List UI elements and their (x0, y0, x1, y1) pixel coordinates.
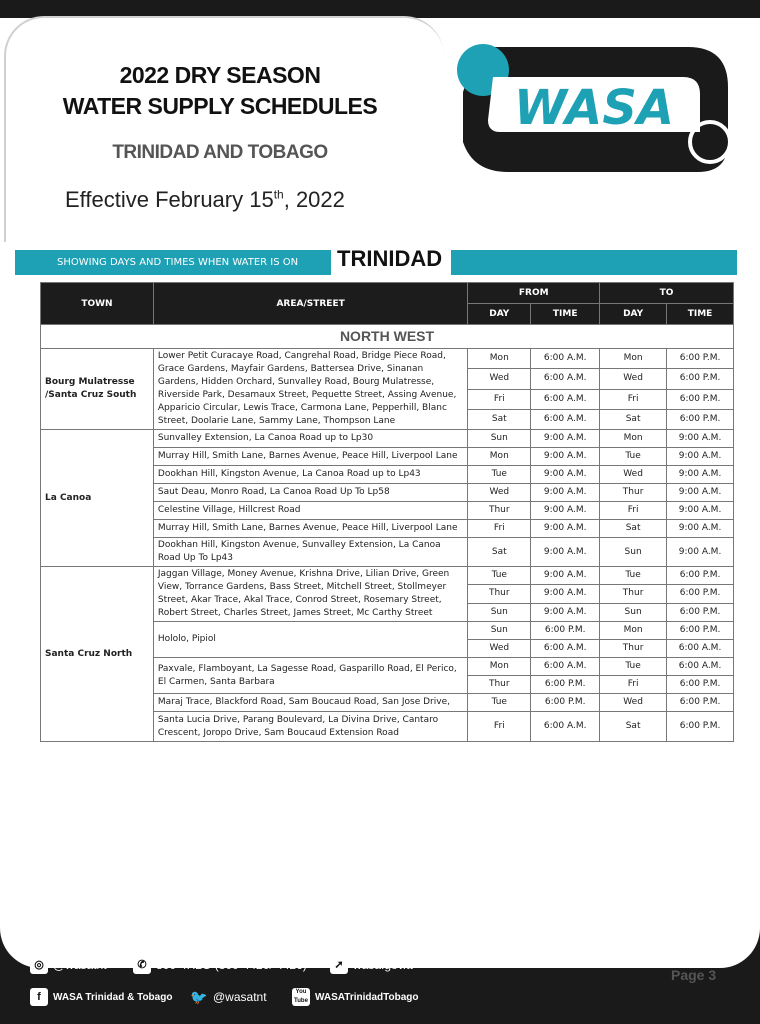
header-to-time: TIME (667, 304, 734, 325)
to-day-cell: Thur (600, 640, 667, 658)
from-day-cell: Thur (468, 502, 531, 520)
title-line-2: WATER SUPPLY SCHEDULES (62, 93, 378, 119)
area-cell: Murray Hill, Smith Lane, Barnes Avenue, Peace Hill, Liverpool Lane (153, 448, 467, 466)
from-day-cell: Fri (468, 712, 531, 742)
from-time-cell: 9:00 A.M. (531, 484, 600, 502)
footer-twitter[interactable]: 🐦 @wasatnt (190, 989, 267, 1005)
town-cell: La Canoa (41, 430, 154, 567)
to-time-cell: 6:00 A.M. (667, 640, 734, 658)
region-banner (15, 246, 737, 275)
to-time-cell: 6:00 P.M. (667, 676, 734, 694)
instagram-icon: ◎ (30, 956, 48, 974)
area-cell: Santa Lucia Drive, Parang Boulevard, La Divina Drive, Cantaro Crescent, Joropo Drive, Sam Boucaud Extension Road (153, 712, 467, 742)
from-time-cell: 9:00 A.M. (531, 430, 600, 448)
to-time-cell: 6:00 P.M. (667, 585, 734, 603)
from-day-cell: Mon (468, 658, 531, 676)
table-row (41, 349, 734, 369)
header-area: AREA/STREET (153, 283, 467, 325)
to-day-cell: Wed (600, 369, 667, 389)
to-time-cell: 6:00 P.M. (667, 694, 734, 712)
from-time-cell: 9:00 A.M. (531, 520, 600, 538)
from-time-cell: 9:00 A.M. (531, 585, 600, 603)
to-day-cell: Mon (600, 349, 667, 369)
banner-note: SHOWING DAYS AND TIMES WHEN WATER IS ON (15, 250, 331, 275)
to-day-cell: Wed (600, 694, 667, 712)
to-day-cell: Tue (600, 658, 667, 676)
from-day-cell: Wed (468, 369, 531, 389)
table-row (41, 567, 734, 585)
banner-region: TRINIDAD (337, 246, 443, 271)
area-cell: Celestine Village, Hillcrest Road (153, 502, 467, 520)
header-from-day: DAY (468, 304, 531, 325)
from-day-cell: Mon (468, 448, 531, 466)
from-time-cell: 6:00 A.M. (531, 349, 600, 369)
from-time-cell: 9:00 A.M. (531, 448, 600, 466)
to-time-cell: 6:00 P.M. (667, 603, 734, 621)
from-day-cell: Mon (468, 349, 531, 369)
to-day-cell: Sun (600, 538, 667, 567)
from-day-cell: Wed (468, 640, 531, 658)
area-cell: Hololo, Pipiol (153, 622, 467, 658)
from-day-cell: Sun (468, 603, 531, 621)
from-time-cell: 6:00 A.M. (531, 712, 600, 742)
to-day-cell: Wed (600, 466, 667, 484)
from-day-cell: Wed (468, 484, 531, 502)
footer-youtube[interactable]: You Tube WASATrinidadTobago (292, 988, 419, 1006)
title-line-1: 2022 DRY SEASON (119, 62, 321, 88)
from-day-cell: Thur (468, 585, 531, 603)
to-day-cell: Tue (600, 448, 667, 466)
phone-icon: ✆ (133, 956, 151, 974)
area-cell: Jaggan Village, Money Avenue, Krishna Drive, Lilian Drive, Green View, Torrance Gardens, Bass Street, Mitchell Street, Stollmeyer Street, Akar Trace, Akal Trace, Conrod Street, Rosemary Street, Robert Street, Charles Street, James Street, Mc Carthy Street (153, 567, 467, 622)
footer-website[interactable]: ➚ wasa.gov.tt (330, 956, 413, 974)
facebook-icon: f (30, 988, 48, 1006)
to-day-cell: Tue (600, 567, 667, 585)
to-day-cell: Mon (600, 430, 667, 448)
to-time-cell: 6:00 P.M. (667, 712, 734, 742)
from-day-cell: Tue (468, 567, 531, 585)
banner-bar (451, 250, 737, 275)
header-from: FROM (468, 283, 600, 304)
from-time-cell: 6:00 A.M. (531, 658, 600, 676)
section-title: NORTH WEST (41, 325, 734, 349)
area-cell: Dookhan Hill, Kingston Avenue, La Canoa Road up to Lp43 (153, 466, 467, 484)
town-cell: Santa Cruz North (41, 567, 154, 742)
to-time-cell: 9:00 A.M. (667, 466, 734, 484)
schedule-table (40, 282, 734, 742)
to-day-cell: Sat (600, 409, 667, 429)
to-day-cell: Fri (600, 676, 667, 694)
area-cell: Sunvalley Extension, La Canoa Road up to Lp30 (153, 430, 467, 448)
to-day-cell: Mon (600, 622, 667, 640)
to-time-cell: 9:00 A.M. (667, 520, 734, 538)
cursor-icon: ➚ (330, 956, 348, 974)
from-day-cell: Tue (468, 466, 531, 484)
to-time-cell: 6:00 P.M. (667, 389, 734, 409)
to-day-cell: Fri (600, 389, 667, 409)
from-day-cell: Sun (468, 430, 531, 448)
to-day-cell: Thur (600, 585, 667, 603)
footer-phone[interactable]: ✆ 800-4H2O (800-4420/ 4426) (133, 956, 307, 974)
area-cell: Maraj Trace, Blackford Road, Sam Boucaud Road, San Jose Drive, (153, 694, 467, 712)
page-number: Page 3 (671, 967, 717, 983)
from-day-cell: Thur (468, 676, 531, 694)
from-time-cell: 9:00 A.M. (531, 567, 600, 585)
to-time-cell: 6:00 P.M. (667, 369, 734, 389)
area-cell: Saut Deau, Monro Road, La Canoa Road Up To Lp58 (153, 484, 467, 502)
to-time-cell: 6:00 P.M. (667, 567, 734, 585)
to-day-cell: Fri (600, 502, 667, 520)
from-day-cell: Sun (468, 622, 531, 640)
to-day-cell: Sat (600, 520, 667, 538)
from-day-cell: Fri (468, 520, 531, 538)
from-time-cell: 6:00 A.M. (531, 640, 600, 658)
effective-date: Effective February 15th, 2022 (65, 187, 345, 212)
to-day-cell: Sun (600, 603, 667, 621)
logo-text: WASA (513, 80, 675, 136)
from-time-cell: 9:00 A.M. (531, 603, 600, 621)
header-to-day: DAY (600, 304, 667, 325)
youtube-icon: You Tube (292, 988, 310, 1006)
to-time-cell: 9:00 A.M. (667, 538, 734, 567)
to-time-cell: 6:00 P.M. (667, 349, 734, 369)
footer-instagram[interactable]: ◎ @wasatnt (30, 956, 107, 974)
from-day-cell: Sat (468, 538, 531, 567)
area-cell: Paxvale, Flamboyant, La Sagesse Road, Gasparillo Road, El Perico, El Carmen, Santa Barbara (153, 658, 467, 694)
area-cell: Murray Hill, Smith Lane, Barnes Avenue, Peace Hill, Liverpool Lane (153, 520, 467, 538)
area-cell: Lower Petit Curacaye Road, Cangrehal Road, Bridge Piece Road, Grace Gardens, Mayfair Gardens, Battersea Drive, Sinanan Gardens, Hidden Orchard, Sunvalley Road, Bourg Mulatresse, Riverside Park, Desamaux Street, Pequette Street, Assing Avenue, Apparicio Circular, Lewis Trace, Carmona Lane, Pepperhill, Blanc Street, Doolarie Lane, Sammy Lane, Thompson Lane (153, 349, 467, 430)
from-time-cell: 6:00 P.M. (531, 622, 600, 640)
to-day-cell: Sat (600, 712, 667, 742)
to-time-cell: 6:00 P.M. (667, 622, 734, 640)
to-time-cell: 6:00 A.M. (667, 658, 734, 676)
header-from-time: TIME (531, 304, 600, 325)
town-cell: Bourg Mulatresse /Santa Cruz South (41, 349, 154, 430)
to-time-cell: 9:00 A.M. (667, 502, 734, 520)
to-time-cell: 9:00 A.M. (667, 484, 734, 502)
footer-facebook[interactable]: f WASA Trinidad & Tobago (30, 988, 172, 1006)
from-time-cell: 6:00 P.M. (531, 676, 600, 694)
from-day-cell: Tue (468, 694, 531, 712)
header-to: TO (600, 283, 734, 304)
from-time-cell: 6:00 P.M. (531, 694, 600, 712)
area-cell: Dookhan Hill, Kingston Avenue, Sunvalley Extension, La Canoa Road Up To Lp43 (153, 538, 467, 567)
from-time-cell: 9:00 A.M. (531, 466, 600, 484)
from-time-cell: 6:00 A.M. (531, 369, 600, 389)
to-day-cell: Thur (600, 484, 667, 502)
footer (0, 940, 760, 1024)
from-time-cell: 6:00 A.M. (531, 409, 600, 429)
from-time-cell: 9:00 A.M. (531, 502, 600, 520)
wasa-logo (438, 32, 738, 182)
to-time-cell: 9:00 A.M. (667, 448, 734, 466)
from-time-cell: 6:00 A.M. (531, 389, 600, 409)
from-day-cell: Sat (468, 409, 531, 429)
subtitle: TRINIDAD AND TOBAGO (112, 142, 328, 163)
header-town: TOWN (41, 283, 154, 325)
table-row (41, 430, 734, 448)
from-time-cell: 9:00 A.M. (531, 538, 600, 567)
to-time-cell: 9:00 A.M. (667, 430, 734, 448)
from-day-cell: Fri (468, 389, 531, 409)
to-time-cell: 6:00 P.M. (667, 409, 734, 429)
twitter-icon: 🐦 (190, 989, 208, 1005)
